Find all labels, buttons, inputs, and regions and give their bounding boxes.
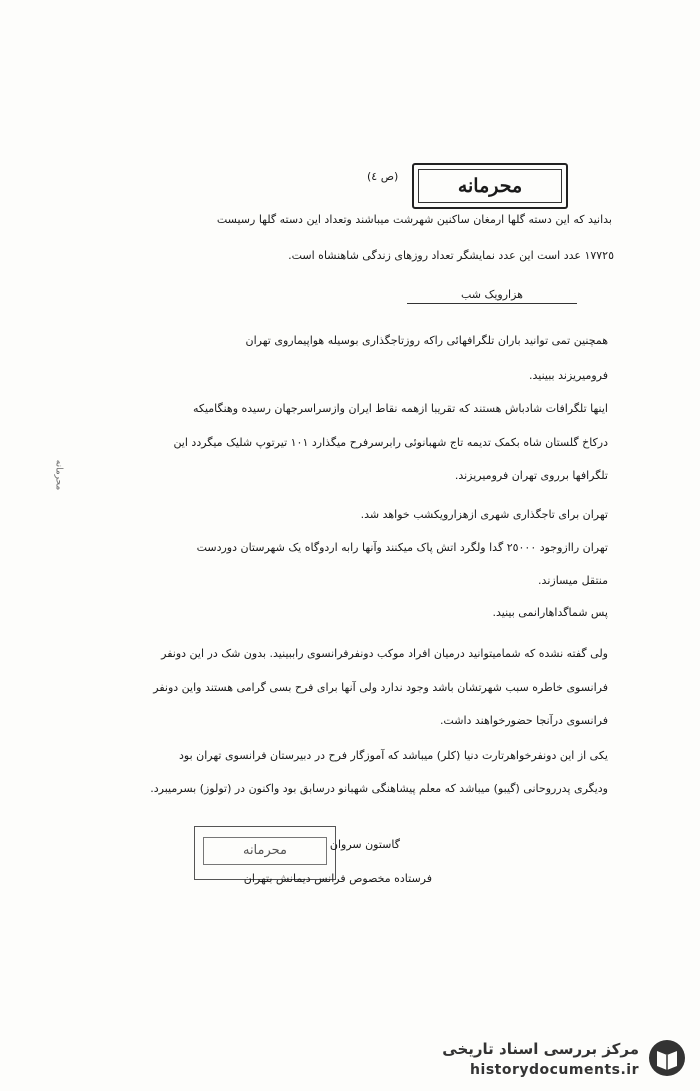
- section-heading: [407, 288, 577, 302]
- page-reference: (ص ٤): [367, 170, 399, 183]
- signature-name: گاستون سروان: [329, 838, 400, 851]
- body-line: بدانید که این دسته گلها ارمغان ساکنین شهرشت میباشند وتعداد این دسته گلها رسیست: [216, 213, 612, 226]
- body-line: فرانسوی درآنجا حضورخواهند داشت.: [439, 714, 608, 727]
- body-line: ١٧٧٢٥ عدد است این عدد نمایشگر تعداد روزهای زندگی شاهنشاه است.: [288, 249, 614, 262]
- confidential-stamp: [412, 163, 568, 209]
- body-line: منتقل میسازند.: [538, 574, 608, 587]
- signature-title: فرستاده مخصوص فرانس دیمانش بتهران: [243, 872, 432, 885]
- body-line: تلگرافها برروی تهران فرومیریزند.: [454, 469, 608, 482]
- bottom-stamp-text: محرمانه: [203, 837, 327, 865]
- body-line: درکاخ گلستان شاه بکمک تدیمه تاج شهبانوئی رابرسرفرح میگذارد ١٠١ تیرتوپ شلیک میگردد این: [173, 436, 608, 449]
- watermark-logo: [413, 1036, 693, 1088]
- body-line: ودیگری پدرروحانی (گیبو) میباشد که معلم پیشاهنگی شهبانو درسابق بود واکنون در (تولوز) بسرمیبرد.: [150, 782, 608, 795]
- section-heading-text: هزارویک شب: [461, 288, 523, 301]
- watermark-url: historydocuments.ir: [470, 1062, 639, 1078]
- confidential-stamp-text: محرمانه: [418, 169, 562, 203]
- heading-underline: [407, 303, 577, 304]
- body-line: تهران راازوجود ٢٥٠٠٠ گدا ولگرد اتش پاک میکنند وآنها رابه اردوگاه یک شهرستان دوردست: [196, 541, 608, 554]
- watermark-title: مرکز بررسی اسناد تاریخی: [442, 1040, 639, 1058]
- body-line: یکی از این دونفرخواهرتارت دنیا (کلر) میباشد که آموزگار فرح در دبیرستان فرانسوی تهران بود: [178, 749, 608, 762]
- body-line: پس شماگداهارانمی بینید.: [492, 606, 608, 619]
- margin-note: محرمانه: [53, 459, 64, 491]
- body-line: فرانسوی خاطره سبب شهرتشان باشد وجود ندارد ولی آنها برای فرح بسی گرامی هستند واین دونفر: [153, 681, 608, 694]
- body-line: ولی گفته نشده که شمامیتوانید درمیان افراد موکب دونفرفرانسوی راببینید. بدون شک در این دونفر: [161, 647, 608, 660]
- body-line: همچنین تمی توانید باران تلگرافهائی راکه روزتاجگذاری بوسیله هواپیماروی تهران: [245, 334, 608, 347]
- body-line: اینها تلگرافات شادباش هستند که تقریبا ازهمه نقاط ایران وازسراسرجهان رسیده وهنگامیکه: [192, 402, 608, 415]
- book-icon: [647, 1038, 687, 1078]
- body-line: فرومیریزند ببینید.: [529, 369, 608, 382]
- body-line: تهران برای تاجگذاری شهری ازهزارویکشب خواهد شد.: [360, 508, 608, 521]
